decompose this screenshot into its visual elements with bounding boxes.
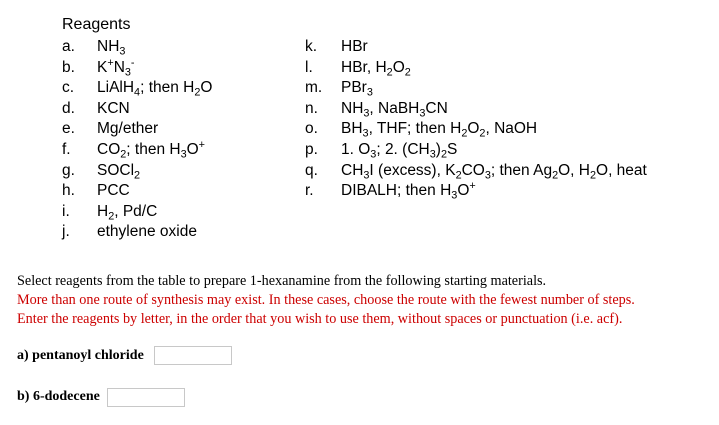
answer-input-a[interactable] (154, 346, 232, 365)
reagents-title: Reagents (62, 16, 131, 33)
reagent-formula: $K^+N_3^-$ (97, 56, 135, 78)
reagent-letter: p. (305, 141, 318, 158)
instruction-line-1: Select reagents from the table to prepare 1-hexanamine from the following starting materials. (17, 273, 547, 289)
reagent-formula: PCC (97, 182, 130, 200)
reagent-letter: c. (62, 79, 75, 97)
reagent-letter: l. (305, 58, 313, 76)
reagent-formula: $CO_2$; then $H_3O^+$ (97, 139, 205, 161)
reagent-letter: a. (62, 38, 75, 55)
reagent-letter: j. (62, 223, 70, 241)
reagent-letter: e. (62, 120, 75, 138)
instruction-line-2: More than one route of synthesis may exist. In these cases, choose the route with the fewest number of steps. (17, 292, 635, 308)
reagent-formula: LiAlH$_4$; then $H_2O$ (97, 79, 213, 99)
reagent-formula: PBr$_3$ (341, 79, 373, 99)
reagent-formula: DIBALH; then $H_3O^+$ (341, 180, 476, 202)
reagent-letter: f. (62, 141, 71, 158)
reagent-formula: $BH_3$, THF; then $H_2O_2$, NaOH (341, 120, 538, 140)
reagent-formula: 1. $O_3$; 2. $(CH_3)_2S$ (341, 141, 458, 161)
reagent-letter: n. (305, 99, 318, 117)
instruction-line-3: Enter the reagents by letter, in the order that you wish to use them, without spaces or punctuation (i.e. acf). (17, 311, 623, 327)
reagent-formula: ethylene oxide (97, 223, 197, 241)
answer-input-b[interactable] (107, 388, 185, 407)
reagent-letter: d. (62, 99, 75, 117)
reagent-letter: o. (305, 120, 318, 138)
reagent-letter: q. (305, 161, 318, 179)
reagent-formula: KCN (97, 99, 130, 117)
reagent-formula: $CH_3I$ (excess), $K_2CO_3$; then $Ag_2O$, $H_2O$, heat (341, 161, 647, 181)
reagent-letter: k. (305, 38, 318, 55)
instructions (17, 272, 717, 329)
reagent-letter: i. (62, 202, 70, 220)
reagent-formula: HBr, $H_2O_2$ (341, 58, 411, 78)
reagent-letter: r. (305, 182, 314, 200)
question-a-label: a) pentanoyl chloride (17, 348, 144, 363)
reagent-letter: h. (62, 182, 75, 200)
question-b-label: b) 6-dodecene (17, 389, 100, 404)
reagent-letter: g. (62, 161, 75, 179)
reagent-formula: Mg/ether (97, 120, 159, 138)
reagent-formula: HBr (341, 38, 368, 55)
reagent-formula: SOCl$_2$ (97, 161, 141, 181)
reagent-formula: $NH_3$, NaBH$_3$CN (341, 99, 448, 120)
reagent-letter: b. (62, 58, 75, 76)
reagent-formula: $H_2$, Pd/C (97, 202, 158, 223)
reagent-formula: $NH_3$ (97, 38, 126, 58)
reagent-letter: m. (305, 79, 323, 97)
